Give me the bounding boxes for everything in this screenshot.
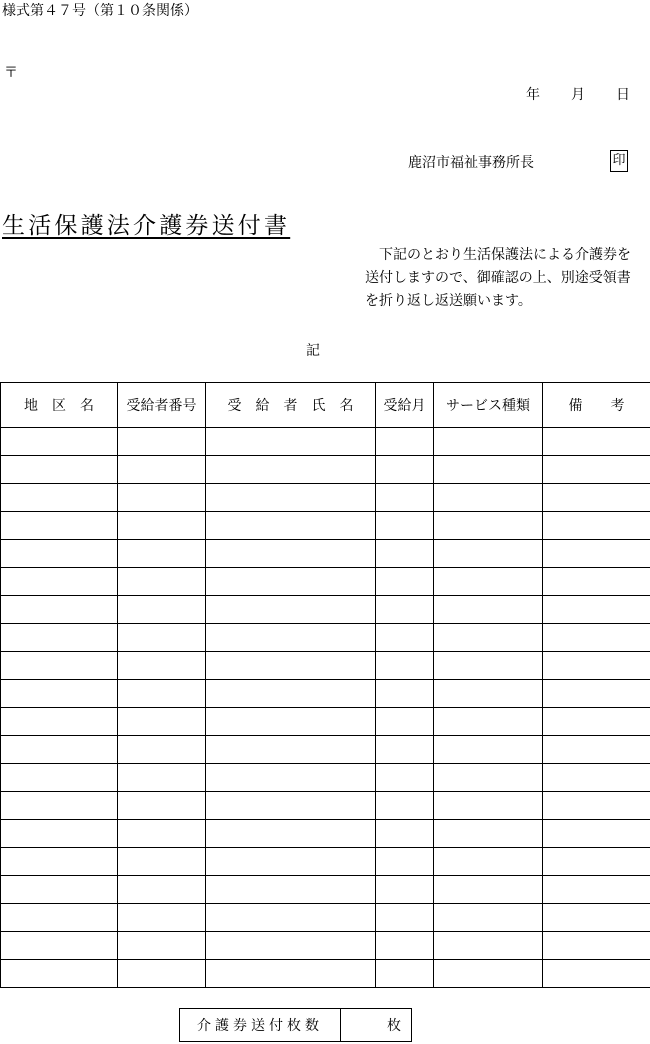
date-month-label: 月 [571, 87, 585, 103]
cell-district[interactable] [1, 736, 118, 764]
cell-remarks[interactable] [543, 596, 650, 624]
cell-remarks[interactable] [543, 652, 650, 680]
column-header-recipient-name: 受 給 者 氏 名 [206, 383, 376, 428]
cell-remarks[interactable] [543, 736, 650, 764]
cell-service-type[interactable] [434, 708, 543, 736]
cell-recipient-number[interactable] [118, 512, 206, 540]
cell-district[interactable] [1, 904, 118, 932]
cell-remarks[interactable] [543, 932, 650, 960]
table-row [1, 624, 650, 652]
cell-remarks[interactable] [543, 708, 650, 736]
voucher-count-unit: 枚 [387, 1018, 401, 1034]
table-row [1, 652, 650, 680]
table-header-row [1, 383, 650, 428]
date-day-label: 日 [616, 87, 630, 103]
cell-district[interactable] [1, 848, 118, 876]
cell-recipient-name[interactable] [206, 792, 376, 820]
cell-service-type[interactable] [434, 820, 543, 848]
table-row [1, 456, 650, 484]
column-header-recipient-number: 受給者番号 [118, 383, 206, 428]
cell-month[interactable] [376, 736, 434, 764]
cell-recipient-name[interactable] [206, 512, 376, 540]
cell-district[interactable] [1, 456, 118, 484]
voucher-count-label: 介護券送付枚数 [180, 1009, 341, 1041]
body-line: を折り返し返送願います。 [365, 293, 532, 309]
cell-district[interactable] [1, 708, 118, 736]
cell-service-type[interactable] [434, 456, 543, 484]
cell-month[interactable] [376, 932, 434, 960]
cell-recipient-number[interactable] [118, 484, 206, 512]
cell-remarks[interactable] [543, 848, 650, 876]
cell-service-type[interactable] [434, 792, 543, 820]
cell-recipient-number[interactable] [118, 680, 206, 708]
cell-service-type[interactable] [434, 960, 543, 988]
cell-recipient-name[interactable] [206, 456, 376, 484]
cell-recipient-name[interactable] [206, 568, 376, 596]
ki-heading: 記 [306, 343, 320, 359]
cell-month[interactable] [376, 848, 434, 876]
cell-recipient-name[interactable] [206, 960, 376, 988]
document-title: 生活保護法介護券送付書 [2, 213, 291, 239]
cell-recipient-number[interactable] [118, 540, 206, 568]
cell-service-type[interactable] [434, 736, 543, 764]
cell-district[interactable] [1, 960, 118, 988]
cell-month[interactable] [376, 904, 434, 932]
cell-district[interactable] [1, 764, 118, 792]
cell-recipient-name[interactable] [206, 624, 376, 652]
cell-recipient-name[interactable] [206, 652, 376, 680]
cell-month[interactable] [376, 680, 434, 708]
cell-district[interactable] [1, 820, 118, 848]
column-header-district: 地 区 名 [1, 383, 118, 428]
seal-mark: 印 [610, 150, 628, 172]
cell-district[interactable] [1, 428, 118, 456]
cell-service-type[interactable] [434, 764, 543, 792]
cell-recipient-name[interactable] [206, 932, 376, 960]
cell-month[interactable] [376, 624, 434, 652]
cell-month[interactable] [376, 960, 434, 988]
cell-service-type[interactable] [434, 680, 543, 708]
cell-remarks[interactable] [543, 540, 650, 568]
cell-month[interactable] [376, 540, 434, 568]
cell-district[interactable] [1, 568, 118, 596]
table-row [1, 932, 650, 960]
cell-recipient-name[interactable] [206, 820, 376, 848]
cell-month[interactable] [376, 876, 434, 904]
table-row [1, 820, 650, 848]
cell-recipient-number[interactable] [118, 764, 206, 792]
cell-service-type[interactable] [434, 876, 543, 904]
form-number: 様式第４７号（第１０条関係） [2, 3, 198, 19]
cell-month[interactable] [376, 484, 434, 512]
cell-month[interactable] [376, 792, 434, 820]
cell-recipient-number[interactable] [118, 624, 206, 652]
cell-service-type[interactable] [434, 848, 543, 876]
cell-recipient-number[interactable] [118, 960, 206, 988]
cell-recipient-number[interactable] [118, 932, 206, 960]
voucher-count-field[interactable] [341, 1009, 411, 1041]
cell-month[interactable] [376, 456, 434, 484]
table-row [1, 792, 650, 820]
table-row [1, 484, 650, 512]
table-row [1, 568, 650, 596]
cell-recipient-number[interactable] [118, 596, 206, 624]
cell-service-type[interactable] [434, 624, 543, 652]
cell-month[interactable] [376, 596, 434, 624]
cell-recipient-number[interactable] [118, 904, 206, 932]
table-row [1, 876, 650, 904]
cell-recipient-number[interactable] [118, 792, 206, 820]
cell-district[interactable] [1, 792, 118, 820]
table-row [1, 428, 650, 456]
cell-service-type[interactable] [434, 596, 543, 624]
cell-remarks[interactable] [543, 876, 650, 904]
cell-recipient-number[interactable] [118, 456, 206, 484]
cell-recipient-name[interactable] [206, 540, 376, 568]
table-row [1, 540, 650, 568]
table-row [1, 960, 650, 988]
cell-recipient-name[interactable] [206, 736, 376, 764]
cell-service-type[interactable] [434, 512, 543, 540]
cell-recipient-number[interactable] [118, 736, 206, 764]
cell-district[interactable] [1, 932, 118, 960]
cell-remarks[interactable] [543, 904, 650, 932]
table-row [1, 596, 650, 624]
cell-month[interactable] [376, 512, 434, 540]
body-line: 送付しますので、御確認の上、別途受領書 [365, 270, 631, 286]
record-table [0, 382, 650, 988]
cell-district[interactable] [1, 652, 118, 680]
cell-remarks[interactable] [543, 764, 650, 792]
cell-recipient-number[interactable] [118, 876, 206, 904]
cell-remarks[interactable] [543, 624, 650, 652]
cell-district[interactable] [1, 540, 118, 568]
cell-recipient-name[interactable] [206, 764, 376, 792]
table-row [1, 904, 650, 932]
table-row [1, 512, 650, 540]
cell-remarks[interactable] [543, 792, 650, 820]
table-body [1, 428, 650, 988]
cell-remarks[interactable] [543, 680, 650, 708]
addressee: 鹿沼市福祉事務所長 [408, 155, 534, 171]
body-line: 下記のとおり生活保護法による介護券を [379, 247, 631, 263]
cell-district[interactable] [1, 484, 118, 512]
table-row [1, 680, 650, 708]
voucher-count-box [179, 1008, 412, 1042]
cell-recipient-number[interactable] [118, 652, 206, 680]
cell-recipient-number[interactable] [118, 568, 206, 596]
cell-district[interactable] [1, 624, 118, 652]
cell-recipient-number[interactable] [118, 848, 206, 876]
cell-recipient-number[interactable] [118, 820, 206, 848]
cell-service-type[interactable] [434, 568, 543, 596]
cell-service-type[interactable] [434, 932, 543, 960]
cell-remarks[interactable] [543, 428, 650, 456]
table-row [1, 708, 650, 736]
column-header-remarks: 備 考 [543, 383, 650, 428]
column-header-month: 受給月 [376, 383, 434, 428]
cell-recipient-name[interactable] [206, 848, 376, 876]
postal-mark: 〒 [4, 65, 18, 81]
cell-month[interactable] [376, 652, 434, 680]
cell-district[interactable] [1, 596, 118, 624]
cell-district[interactable] [1, 512, 118, 540]
cell-recipient-name[interactable] [206, 428, 376, 456]
date-year-label: 年 [526, 87, 540, 103]
cell-month[interactable] [376, 568, 434, 596]
cell-remarks[interactable] [543, 960, 650, 988]
table-row [1, 764, 650, 792]
cell-recipient-name[interactable] [206, 680, 376, 708]
cell-recipient-name[interactable] [206, 708, 376, 736]
body-text [365, 244, 650, 313]
cell-remarks[interactable] [543, 456, 650, 484]
cell-recipient-name[interactable] [206, 876, 376, 904]
cell-district[interactable] [1, 876, 118, 904]
cell-month[interactable] [376, 764, 434, 792]
cell-month[interactable] [376, 708, 434, 736]
cell-recipient-name[interactable] [206, 596, 376, 624]
cell-recipient-name[interactable] [206, 904, 376, 932]
table-row [1, 848, 650, 876]
cell-service-type[interactable] [434, 484, 543, 512]
cell-remarks[interactable] [543, 820, 650, 848]
table-row [1, 736, 650, 764]
cell-service-type[interactable] [434, 540, 543, 568]
cell-district[interactable] [1, 680, 118, 708]
cell-service-type[interactable] [434, 904, 543, 932]
cell-service-type[interactable] [434, 652, 543, 680]
cell-recipient-number[interactable] [118, 428, 206, 456]
cell-month[interactable] [376, 820, 434, 848]
cell-remarks[interactable] [543, 568, 650, 596]
cell-recipient-name[interactable] [206, 484, 376, 512]
cell-remarks[interactable] [543, 484, 650, 512]
cell-month[interactable] [376, 428, 434, 456]
cell-remarks[interactable] [543, 512, 650, 540]
column-header-service-type: サービス種類 [434, 383, 543, 428]
cell-recipient-number[interactable] [118, 708, 206, 736]
cell-service-type[interactable] [434, 428, 543, 456]
